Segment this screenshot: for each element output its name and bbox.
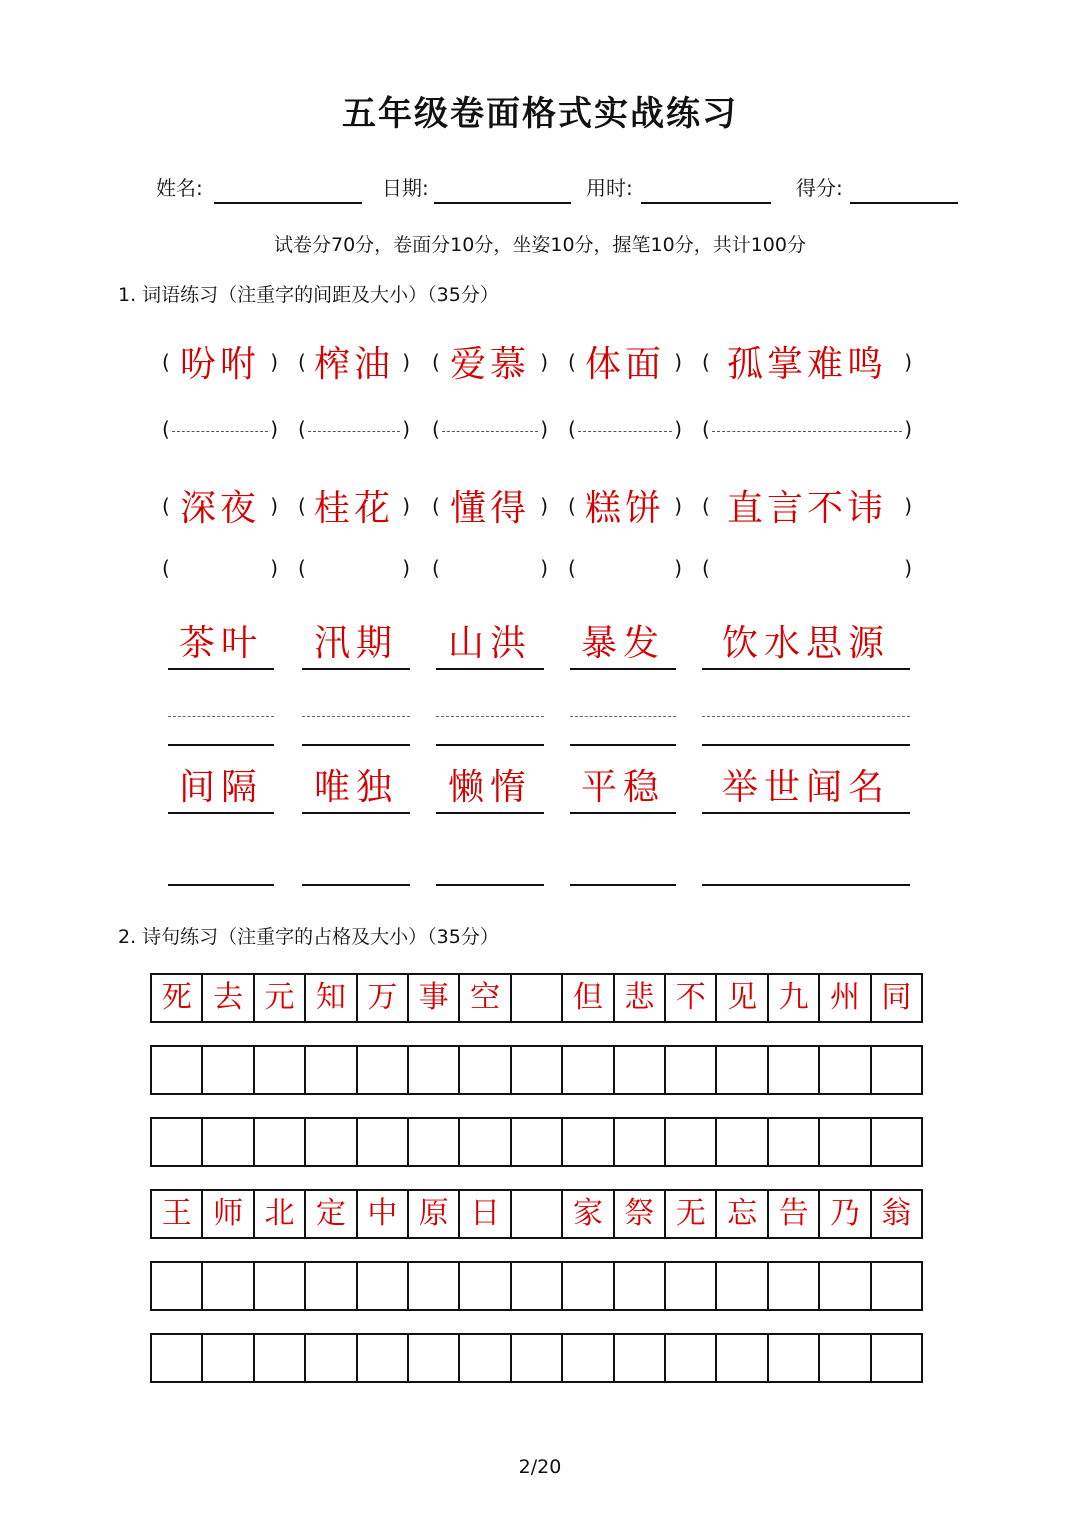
practice-grid-row[interactable] xyxy=(150,1333,923,1383)
word-item xyxy=(568,480,682,530)
worksheet-title: 五年级卷面格式实战练习 xyxy=(342,94,738,134)
score-label: 得分: xyxy=(796,176,843,200)
left-paren: ( xyxy=(702,350,710,374)
word-item xyxy=(702,614,910,670)
grid-cell xyxy=(512,1191,563,1237)
word-text: 孤掌难鸣 xyxy=(726,344,887,385)
answer-line[interactable] xyxy=(302,884,410,886)
right-paren: ) xyxy=(270,350,278,374)
grid-cell: 王 xyxy=(152,1191,203,1237)
poem-grid-row xyxy=(150,1189,923,1239)
word-item xyxy=(302,614,410,670)
grid-cell: 事 xyxy=(409,975,460,1021)
practice-grid-row[interactable] xyxy=(150,1117,923,1167)
grid-cell: 万 xyxy=(358,975,409,1021)
answer-blank[interactable]: ( ) xyxy=(568,417,682,441)
right-paren: ) xyxy=(402,350,410,374)
grid-cell: 翁 xyxy=(881,1196,912,1231)
answer-blank[interactable]: ( ) xyxy=(702,556,912,580)
word-item xyxy=(570,758,676,814)
left-paren: ( xyxy=(432,494,440,518)
answer-line[interactable] xyxy=(436,884,544,886)
grid-cell: 元 xyxy=(255,975,306,1021)
grid-cell: 中 xyxy=(358,1191,409,1237)
grid-cell: 知 xyxy=(306,975,357,1021)
left-paren: ( xyxy=(432,350,440,374)
date-label: 日期: xyxy=(382,176,429,200)
right-paren: ) xyxy=(904,350,912,374)
grid-cell: 家 xyxy=(563,1191,614,1237)
date-field[interactable] xyxy=(434,202,571,204)
word-text: 榨油 xyxy=(313,344,394,385)
grid-cell: 死 xyxy=(152,975,203,1021)
answer-blank[interactable]: ( ) xyxy=(432,417,548,441)
word-text: 茶叶 xyxy=(178,623,263,664)
score-field[interactable] xyxy=(850,202,958,204)
answer-blank[interactable]: ( ) xyxy=(432,556,548,580)
name-field[interactable] xyxy=(214,202,362,204)
left-paren: ( xyxy=(702,494,710,518)
score-breakdown: 试卷分70分，卷面分10分，坐姿10分，握笔10分，共计100分 xyxy=(274,234,806,256)
answer-blank[interactable]: ( ) xyxy=(702,417,912,441)
grid-cell: 原 xyxy=(409,1191,460,1237)
answer-line[interactable] xyxy=(570,884,676,886)
left-paren: ( xyxy=(568,494,576,518)
word-item xyxy=(702,480,912,530)
left-paren: ( xyxy=(298,350,306,374)
word-text: 糕饼 xyxy=(584,488,665,529)
section1-title: 1. 词语练习（注重字的间距及大小）（35分） xyxy=(118,284,499,306)
answer-line[interactable] xyxy=(302,716,410,746)
answer-line[interactable] xyxy=(436,716,544,746)
word-text: 直言不讳 xyxy=(726,488,887,529)
answer-blank[interactable]: ( ) xyxy=(568,556,682,580)
word-text: 桂花 xyxy=(313,488,394,529)
answer-blank[interactable]: ( ) xyxy=(162,417,278,441)
word-item xyxy=(298,480,410,530)
time-field[interactable] xyxy=(641,202,771,204)
practice-grid-row[interactable] xyxy=(150,1261,923,1311)
grid-cell: 日 xyxy=(460,1191,511,1237)
grid-cell: 九 xyxy=(769,975,820,1021)
word-item xyxy=(436,758,544,814)
name-label: 姓名: xyxy=(156,176,203,200)
student-info-row xyxy=(0,168,1080,208)
word-item xyxy=(168,758,274,814)
right-paren: ) xyxy=(674,350,682,374)
grid-cell: 空 xyxy=(460,975,511,1021)
grid-cell xyxy=(512,975,563,1021)
right-paren: ) xyxy=(540,494,548,518)
left-paren: ( xyxy=(568,350,576,374)
word-text: 深夜 xyxy=(179,488,260,529)
practice-grid-row[interactable] xyxy=(150,1045,923,1095)
grid-cell: 悲 xyxy=(615,975,666,1021)
word-item xyxy=(168,614,274,670)
word-item xyxy=(702,758,910,814)
word-text: 汛期 xyxy=(313,623,398,664)
word-text: 唯独 xyxy=(313,767,398,808)
right-paren: ) xyxy=(402,494,410,518)
answer-line[interactable] xyxy=(570,716,676,746)
grid-cell: 忘 xyxy=(717,1191,768,1237)
right-paren: ) xyxy=(904,494,912,518)
answer-line[interactable] xyxy=(168,884,274,886)
word-item xyxy=(568,336,682,386)
word-item xyxy=(432,480,548,530)
word-item xyxy=(570,614,676,670)
right-paren: ) xyxy=(540,350,548,374)
word-text: 懂得 xyxy=(449,488,530,529)
left-paren: ( xyxy=(162,494,170,518)
word-item xyxy=(436,614,544,670)
grid-cell: 告 xyxy=(769,1191,820,1237)
answer-blank[interactable]: ( ) xyxy=(162,556,278,580)
word-item xyxy=(298,336,410,386)
grid-cell: 同 xyxy=(881,980,912,1015)
section2-title: 2. 诗句练习（注重字的占格及大小）（35分） xyxy=(118,926,499,948)
grid-cell: 但 xyxy=(563,975,614,1021)
grid-cell: 师 xyxy=(203,1191,254,1237)
answer-blank[interactable]: ( ) xyxy=(298,417,410,441)
word-text: 吩咐 xyxy=(179,344,260,385)
word-text: 爱慕 xyxy=(449,344,530,385)
word-text: 饮水思源 xyxy=(721,623,890,664)
page-number: 2/20 xyxy=(518,1456,562,1478)
right-paren: ) xyxy=(270,494,278,518)
answer-line[interactable] xyxy=(168,716,274,746)
right-paren: ) xyxy=(674,494,682,518)
word-text: 山洪 xyxy=(447,623,532,664)
poem-grid-row xyxy=(150,973,923,1023)
left-paren: ( xyxy=(162,350,170,374)
answer-line[interactable] xyxy=(702,716,910,746)
answer-blank[interactable]: ( ) xyxy=(298,556,410,580)
grid-cell: 乃 xyxy=(820,1191,871,1237)
grid-cell: 去 xyxy=(203,975,254,1021)
grid-cell: 定 xyxy=(306,1191,357,1237)
word-text: 举世闻名 xyxy=(721,767,890,808)
grid-cell: 不 xyxy=(666,975,717,1021)
word-item xyxy=(162,480,278,530)
word-text: 懒惰 xyxy=(447,767,532,808)
word-text: 体面 xyxy=(584,344,665,385)
time-label: 用时: xyxy=(586,176,633,200)
word-item xyxy=(162,336,278,386)
grid-cell: 州 xyxy=(820,975,871,1021)
grid-cell: 祭 xyxy=(615,1191,666,1237)
word-item xyxy=(702,336,912,386)
grid-cell: 北 xyxy=(255,1191,306,1237)
grid-cell: 见 xyxy=(717,975,768,1021)
answer-line[interactable] xyxy=(702,884,910,886)
word-text: 暴发 xyxy=(580,623,665,664)
left-paren: ( xyxy=(298,494,306,518)
grid-cell: 无 xyxy=(666,1191,717,1237)
word-text: 平稳 xyxy=(580,767,665,808)
word-item xyxy=(432,336,548,386)
word-text: 间隔 xyxy=(178,767,263,808)
word-item xyxy=(302,758,410,814)
